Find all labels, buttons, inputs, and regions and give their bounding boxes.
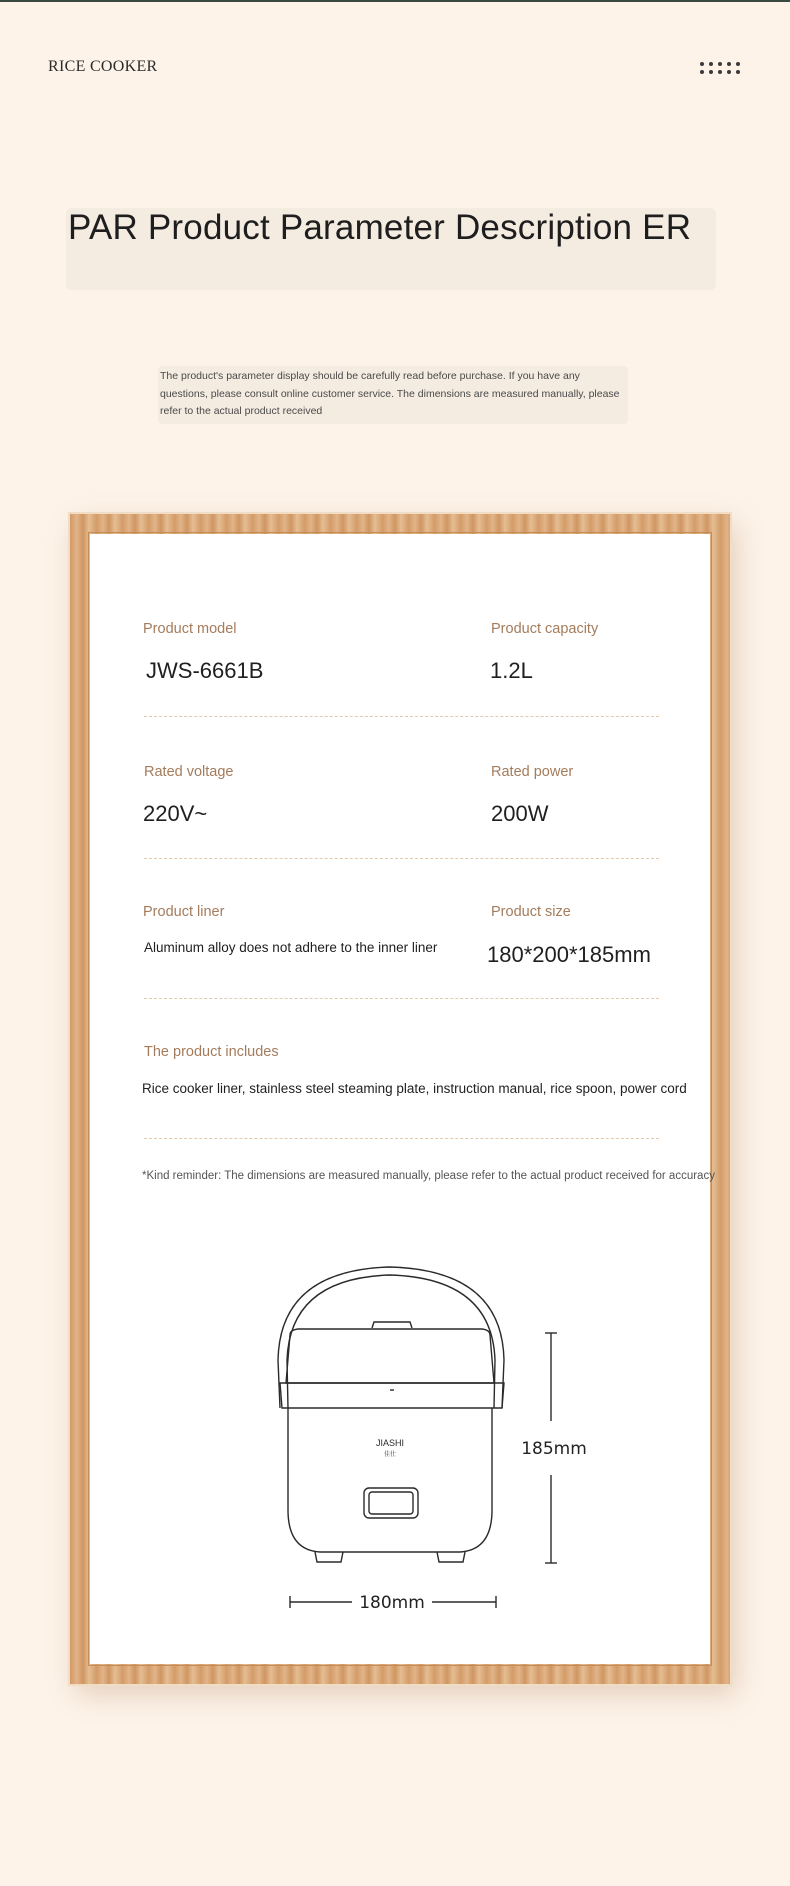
product-capacity-label: Product capacity	[491, 621, 599, 637]
logo-text: JIASHI	[375, 1438, 405, 1448]
product-capacity-value: 1.2L	[490, 658, 533, 683]
product-size-value: 180*200*185mm	[487, 942, 651, 967]
rated-power-label: Rated power	[491, 764, 574, 780]
product-model-label: Product model	[143, 621, 237, 637]
product-model-value: JWS-6661B	[146, 658, 264, 683]
product-liner-label: Product liner	[143, 904, 225, 920]
rated-voltage-label: Rated voltage	[144, 764, 234, 780]
kind-reminder: *Kind reminder: The dimensions are measured manually, please refer to the actual product received for accuracy	[142, 1170, 715, 1182]
divider-3	[144, 998, 659, 999]
rice-cooker-illustration	[240, 1250, 620, 1630]
product-size-label: Product size	[491, 904, 571, 920]
logo-subtext: 佳仕	[383, 1451, 397, 1458]
product-includes-label: The product includes	[144, 1044, 279, 1060]
product-liner-value: Aluminum alloy does not adhere to the inner liner	[144, 940, 438, 955]
purchase-notice: The product's parameter display should be carefully read before purchase. If you have any questions, please consult online customer service. The dimensions are measured manually, please refer to the actual product received	[160, 370, 620, 417]
page-title: PAR Product Parameter Description ER	[68, 208, 692, 247]
brand-name: RICE COOKER	[48, 58, 158, 75]
divider-4	[144, 1138, 659, 1139]
divider-2	[144, 858, 659, 859]
product-includes-value: Rice cooker liner, stainless steel steaming plate, instruction manual, rice spoon, power cord	[142, 1081, 687, 1096]
divider-1	[144, 716, 659, 717]
top-border-line	[0, 0, 790, 2]
rated-voltage-value: 220V~	[143, 801, 208, 826]
rated-power-value: 200W	[491, 801, 549, 826]
height-dimension-label: 185mm	[521, 1439, 587, 1459]
menu-dots-icon[interactable]	[700, 62, 744, 74]
width-dimension-label: 180mm	[359, 1593, 425, 1613]
